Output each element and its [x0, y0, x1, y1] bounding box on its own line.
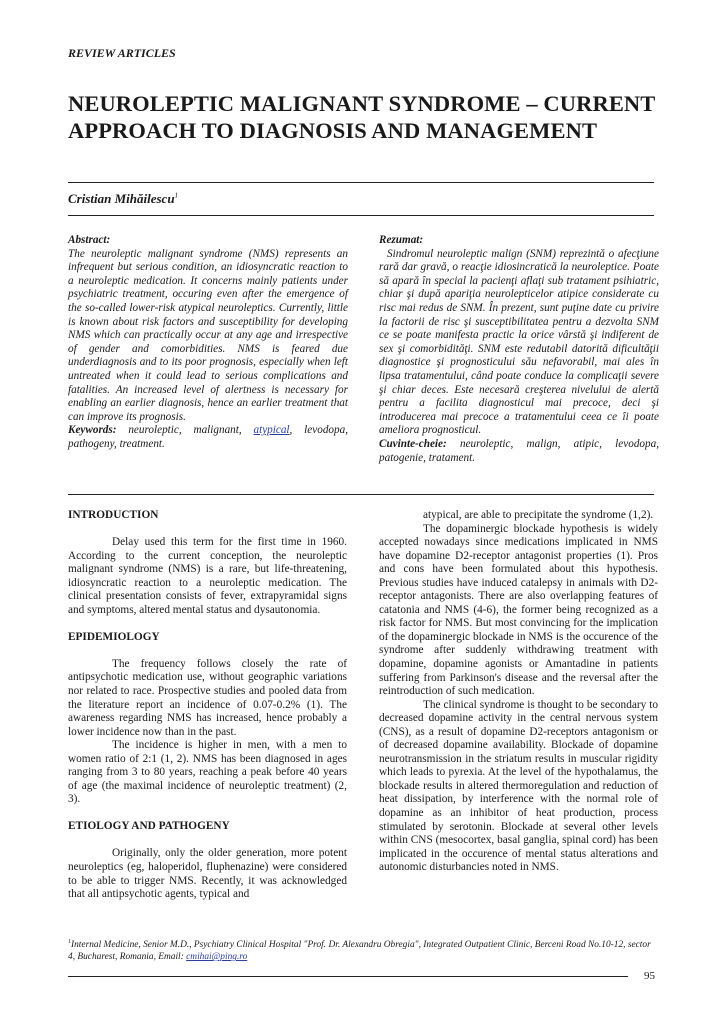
- rezumat-text: Sindromul neuroleptic malign (SNM) reprezintă o afecţiune rară dar gravă, o reacţie idiosincratică la neuroleptice. Poate să apară în special la pacienţi aflaţi sub tratament psihiatric, chiar şi după apariţia neurolepticelor atipice considerate cu risc mai redus de SNM. În prezent, sunt puţine date cu privire la factorii de risc şi susceptibilitatea pentru a dezvolta SNM ce se poate manifesta practic la orice vârstă şi indiferent de sex şi comorbidităţi. SNM este redutabil datorită dificultăţii diagnostice şi prognosticului său nefavorabil, mai ales în lipsa tratamentului, când poate conduce la complicaţii severe şi chiar deces. Este necesară creşterea nivelului de alertă pentru a facilita diagnosticul mai precoce, deci şi introducerea mai precoce a tratamentului ceea ce îi poate ameliora prognosticul.: [379, 247, 659, 437]
- introduction-paragraph: Delay used this term for the first time in 1960. According to the current conception, the neuroleptic malignant syndrome (NMS) is a rare, but life-threatening, idiosyncratic reaction to a neuroleptic medication. The clinical presentation consists of fever, extrapyramidal signs and symptoms, altered mental status and dysautonomia.: [68, 536, 347, 616]
- author-email-link[interactable]: cmihai@ping.ro: [186, 952, 248, 963]
- page-number: 95: [644, 970, 655, 982]
- rezumat-heading: Rezumat:: [379, 234, 424, 246]
- footnote-marker: 1: [68, 939, 71, 945]
- keywords-label: Keywords:: [68, 424, 117, 437]
- introduction-heading: INTRODUCTION: [68, 509, 159, 521]
- etiology-continued-paragraph: atypical, are able to precipitate the syndrome (1,2).: [423, 509, 654, 521]
- cuvinte-cheie-label: Cuvinte-cheie:: [379, 437, 447, 450]
- dopaminergic-hypothesis-paragraph: The dopaminergic blockade hypothesis is widely accepted nowadays since medications implicated in NMS have dopamine D2-receptor antagonist properties (1). Pros and cons have been formulated about this hypothesis. Previous studies have induced catalepsy in animals with D2-receptor antagonists. There are also overlapping features of catatonia and NMS (4-6), the former being recognized as a risk factor for NMS. But most convincing for the implication of the dopaminergic blockade in NMS is the occurence of the syndrome after suddenly withdrawing treatment with dopamine, dopamine agonists or Amantadine in patients suffering from Parkinson's disease and the reversal after the reintroduction of such medication.: [379, 522, 658, 698]
- abstract-divider: [68, 494, 654, 495]
- abstract-text: The neuroleptic malignant syndrome (NMS) represents an infrequent but serious condition, an idiosyncratic reaction to a neuroleptic medication. It concerns mainly patients under psychiatric treatment, occuring even after the emergence of the so-called lower-risk atypical neuroleptics. Currently, little is known about risk factors and susceptibility for developing NMS which can practically occur at any age and irrespective of gender and comorbidities. NMS is feared due underdiagnosis and to its poor prognosis, especially when left untreated when it could lead to serious complications and fatalities. An increased level of alertness is necessary for enabling an earlier diagnosis, hence an earlier treatment that can improve its prognosis.: [68, 247, 348, 423]
- body-column-left: [68, 509, 347, 902]
- abstract-keywords: Keywords: neuroleptic, malignant, atypical, levodopa, pathogeny, treatment.: [68, 424, 348, 450]
- epidemiology-heading: EPIDEMIOLOGY: [68, 630, 160, 643]
- section-label: REVIEW ARTICLES: [68, 46, 176, 60]
- epidemiology-paragraph-2: The incidence is higher in men, with a men to women ratio of 2:1 (1, 2). NMS has been diagnosed in ages ranging from 3 to 80 years, reaching a peak before 40 years of age (the maximal incidence of neuroleptic treatment) (2, 3).: [68, 739, 347, 806]
- etiology-heading: ETIOLOGY AND PATHOGENY: [68, 820, 230, 833]
- body-column-right: [379, 509, 658, 875]
- author-divider: [68, 215, 654, 216]
- abstract-heading: Abstract:: [68, 234, 111, 246]
- rezumat-keywords: Cuvinte-cheie: neuroleptic, malign, atipic, levodopa, patogenie, tratament.: [379, 437, 659, 464]
- etiology-paragraph: Originally, only the older generation, more potent neuroleptics (eg, haloperidol, fluphenazine) were considered to be able to trigger NMS. Recently, it was acknowledged that all antipsychotic agents, typical and: [68, 847, 347, 901]
- abstract-romanian: [379, 234, 659, 465]
- abstract-english: [68, 234, 348, 452]
- author-affiliation-marker: 1: [174, 191, 179, 200]
- title-divider: [68, 182, 654, 183]
- footer-divider: [68, 976, 628, 977]
- clinical-syndrome-paragraph: The clinical syndrome is thought to be secondary to decreased dopamine activity in the central nervous system (CNS), as a result of dopamine D2-receptors antagonism or of decreased dopamine availability. Blockade of dopamine neurotransmission in the striatum results in muscular rigidity which leads to pyrexia. At the level of the hypothalamus, the blockade results in altered thermoregulation and reduction of heat dissipation, by interference with the normal role of dopamine as an inhibitor of heat production, process stimulated by serotonin. Blockade at several other levels within CNS (mesocortex, basal ganglia, spinal cord) has been implicated in the occurence of mental status alterations and autonomic disturbancies noted in NMS.: [379, 698, 658, 874]
- keyword-link-atypical[interactable]: atypical: [253, 424, 290, 437]
- author-name: Cristian Mihăilescu$^1$: [68, 191, 179, 206]
- article-title: NEUROLEPTIC MALIGNANT SYNDROME – CURRENT APPROACH TO DIAGNOSIS AND MANAGEMENT: [68, 91, 655, 143]
- author-footnote: $^1$Internal Medicine, Senior M.D., Psychiatry Clinical Hospital "Prof. Dr. Alexandru Obregia", Integrated Outpatient Clinic, Berceni Road No.10-12, sector 4, Bucharest, Romania, Email: cmihai@ping.ro: [68, 939, 651, 963]
- epidemiology-paragraph-1: The frequency follows closely the rate of antipsychotic medication use, without geographic variations nor related to race. Prospective studies and pooled data from the literature report an incidence of 0.07-0.2% (1). The awareness regarding NMS has increased, hence probably a lower incidence now than in the past.: [68, 657, 347, 738]
